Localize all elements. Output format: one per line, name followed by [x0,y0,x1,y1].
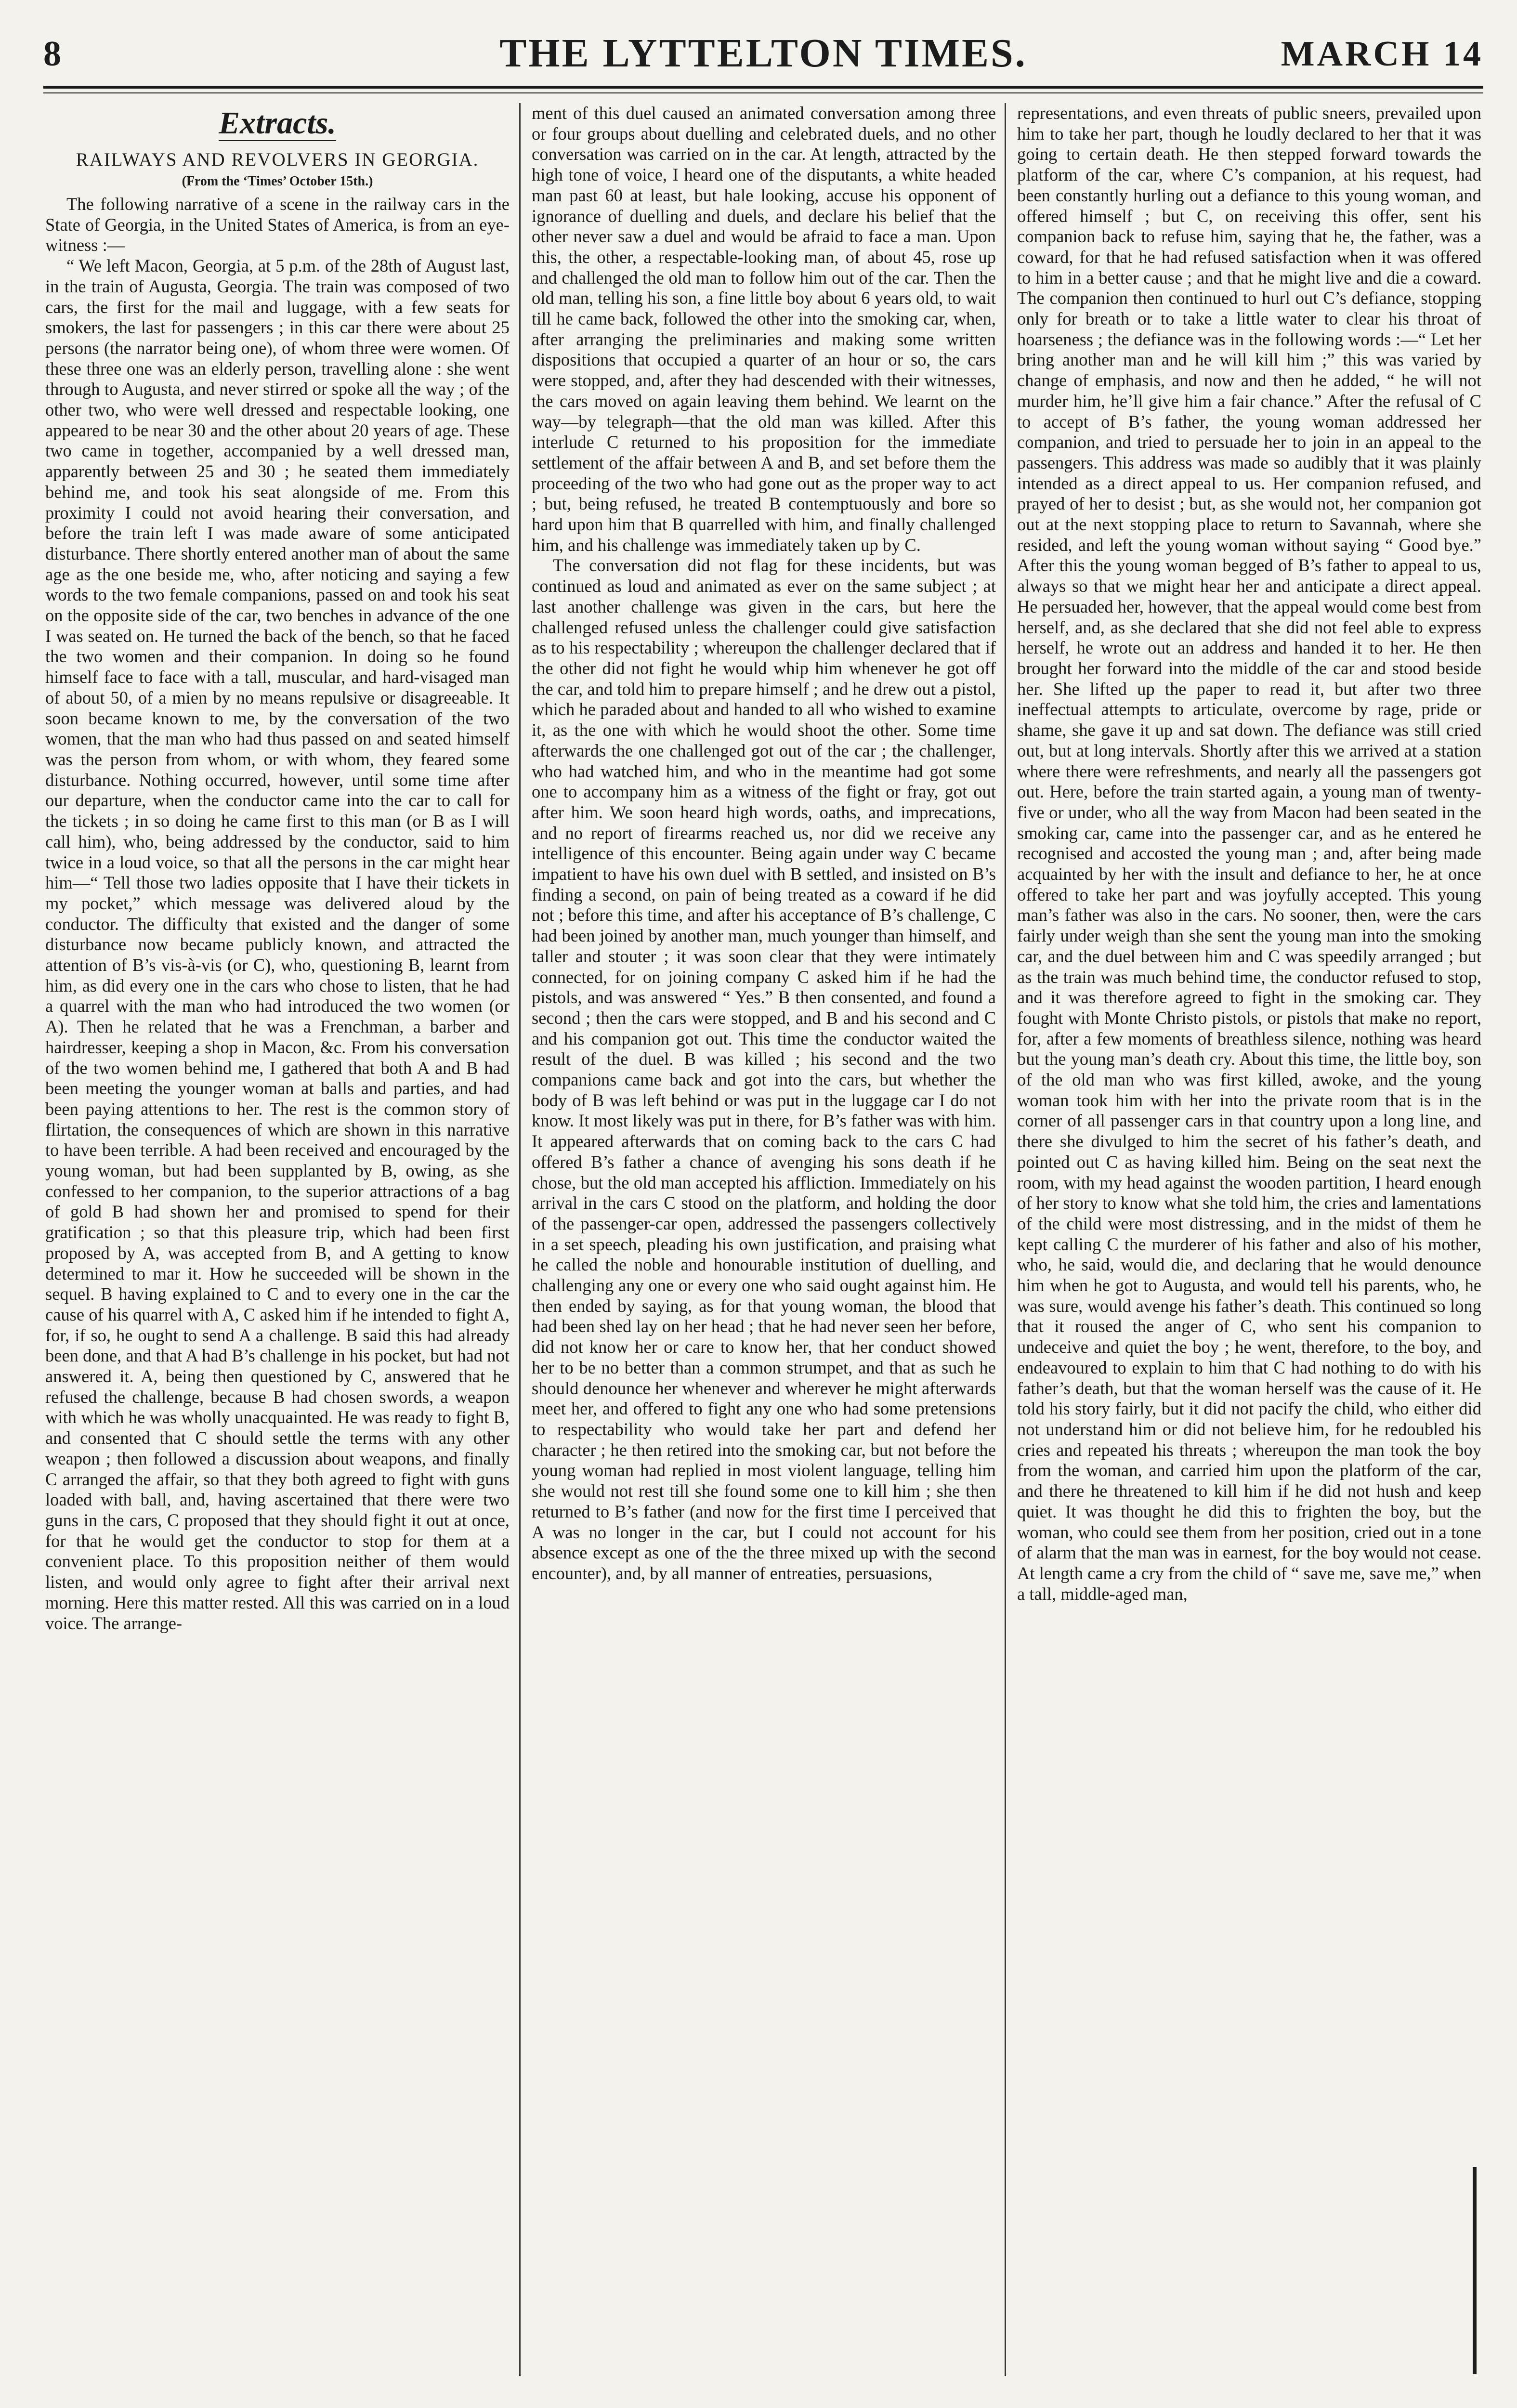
article-paragraph: The conversation did not flag for these incidents, but was continued as loud and animated as ever on the same subject ; at last another challenge was given in the cars, but here the challenged refused unless the challenger could give satisfaction as to his respectability ; whereupon the challenger declared that if the other did not fight he would whip him whenever he got off the car, and told him to prepare himself ; and he drew out a pistol, which he paraded about and handed to all who wished to examine it, as the one with which he would shoot the other. Some time afterwards the one challenged got out of the car ; the challenger, who had watched him, and who in the meantime had got some one to accompany him as a witness of the fight or fray, got out after him. We soon heard high words, oaths, and imprecations, and no report of firearms reached us, nor did we receive any intelligence of this encounter. Being again under way C became impatient to have his own duel with B settled, and insisted on B’s finding a second, on pain of being treated as a coward if he did not ; before this time, and after his acceptance of B’s challenge, C had been joined by another man, much younger than himself, and taller and stouter ; it was soon clear that they were intimately connected, for on joining company C asked him if he had the pistols, and was answered “ Yes.” B then consented, and found a second ; then the cars were stopped, and B and his second and C and his companion got out. This time the conductor waited the result of the duel. B was killed ; his second and the two companions came back and got into the cars, but whether the body of B was left behind or was put in the luggage car I do not know. It most likely was put in there, for B’s father was with him. It appeared afterwards that on coming back to the cars C had offered B’s father a chance of avenging his sons death if he chose, but the old man accepted his affliction. Immediately on his arrival in the cars C stood on the platform, and holding the door of the passenger-car open, addressed the passengers collectively in a set speech, pleading his own justification, and praising what he called the noble and honourable institution of duelling, and challenging any one or every one who said ought against him. He then ended by saying, as for that young woman, the blood that had been shed lay on her head ; that he had never seen her before, did not know her or care to know her, that her conduct showed her to be no better than a common strumpet, and that as such he should denounce her whenever and wherever he might afterwards meet her, and offered to fight any one who had some pretensions to respectability who would take her part and defend her character ; he then retired into the smoking car, but not before the young woman had replied in most violent language, telling him she would not rest till she found some one to kill him ; she then returned to B’s father (and now for the first time I perceived that A was no longer in the car, but I could not account for his absence except as one of the the three mixed up with the second encounter), and, by all manner of entreaties, persuasions, [532,555,996,1583]
section-title: Extracts. [219,105,336,141]
masthead-rule-thin [43,92,1483,93]
page-number: 8 [43,34,61,74]
article-paragraph: The following narrative of a scene in the railway cars in the State of Georgia, in the United States of America, is from an eye-witness :— [45,194,510,255]
column-2 [530,103,998,2393]
column-divider [1005,103,1006,2376]
article-paragraph: ment of this duel caused an animated conversation among three or four groups about duelling and celebrated duels, and no other conversation was carried on in the car. At length, attracted by the high tone of voice, I heard one of the disputants, a white headed man past 60 at least, but hale looking, accuse his opponent of ignorance of duelling and duels, and declare his belief that the other never saw a duel and would be afraid to face a man. Upon this, the other, a respectable-looking man, of about 45, rose up and challenged the old man to follow him out of the car. Then the old man, telling his son, a fine little boy about 6 years old, to wait till he came back, followed the other into the smoking car, when, after arranging the preliminaries and making some written dispositions that occupied a quarter of an hour or so, the cars were stopped, and, after they had descended with their witnesses, the cars moved on again leaving them behind. We learnt on the way—by telegraph—that the old man was killed. After this interlude C returned to his proposition for the immediate settlement of the affair between A and B, and set before them the proceeding of the two who had gone out as the proper way to act ; but, being refused, he treated B contemptuously and bore so hard upon him that B quarrelled with him, and finally challenged him, and his challenge was immediately taken up by C. [532,103,996,555]
masthead-rule [43,86,1483,89]
column-divider [519,103,521,2376]
article-paragraph: representations, and even threats of public sneers, prevailed upon him to take her part, though he loudly declared to her that it was going to certain death. He then stepped forward towards the platform of the car, where C’s companion, at his request, had been constantly hurling out a defiance to this young woman, and offered himself ; but C, on receiving this offer, sent his companion back to refuse him, saying that he, the father, was a coward, for that he had refused satisfaction when it was offered to him in a better cause ; and that he might live and die a coward. The companion then continued to hurl out C’s defiance, stopping only for breath or to take a little water to clear his throat of hoarseness ; the defiance was in the following words :—“ Let her bring another man and he will kill him ;” this was varied by change of emphasis, and now and then he added, “ he will not murder him, he’ll give him a fair chance.” After the refusal of C to accept of B’s father, the young woman addressed her companion, and tried to persuade her to join in an appeal to the passengers. This address was made so audibly that it was plainly intended as a direct appeal to us. Her companion refused, and prayed of her to desist ; but, as she would not, her companion got out at the next stopping place to return to Savannah, where she resided, and left the young woman without saying “ Good bye.” After this the young woman begged of B’s father to appeal to us, always so that we might hear her and anticipate a direct appeal. He persuaded her, however, that the appeal would come best from herself, and, as she declared that she did not feel able to express herself, he wrote out an address and handed it to her. He then brought her forward into the middle of the car and stood beside her. She lifted up the paper to read it, but after two three ineffectual attempts to articulate, overcome by rage, pride or shame, she gave it up and sat down. The defiance was still cried out, but at long intervals. Shortly after this we arrived at a station where there were refreshments, and nearly all the passengers got out. Here, before the train started again, a young man of twenty-five or under, who all the way from Macon had been seated in the smoking car, came into the passenger car, and as he entered he recognised and accosted the young man ; and, after being made acquainted by her with the insult and defiance to her, he at once offered to take her part and was joyfully accepted. This young man’s father was also in the cars. No sooner, then, were the cars fairly under weigh than she sent the young man into the smoking car, and the duel between him and C was speedily arranged ; but as the train was much behind time, the conductor refused to stop, and it was therefore agreed to fight in the smoking car. They fought with Monte Christo pistols, or pistols that make no report, for, after a few moments of breathless silence, nothing was heard but the young man’s death cry. About this time, the little boy, son of the old man who was first killed, awoke, and the young woman took him with her into the private room that is in the corner of all passenger cars in that country upon a long line, and there she divulged to him the secret of his father’s death, and pointed out C as having killed him. Being on the seat next the room, with my head against the wooden partition, I heard enough of her story to know what she told him, the cries and lamentations of the child were most distressing, and in the midst of them he kept calling C the murderer of his father and also of his mother, who, he said, would die, and declaring that he would denounce him when he got to Augusta, and would tell his parents, who, he was sure, would avenge his father’s death. This continued so long that it roused the anger of C, who sent his companion to undeceive and quiet the boy ; he went, therefore, to the boy, and endeavoured to explain to him that C had nothing to do with his father’s death, but that the woman herself was the cause of it. He told his story fairly, but it did not pacify the child, who either did not understand him or did not believe him, for he redoubled his cries and repeated his threats ; whereupon the man took the boy from the woman, and carried him upon the platform of the car, and there he threatened to kill him if he did not hush and keep quiet. It was thought he did this to frighten the boy, but the woman, who could see them from her position, cried out in a tone of alarm that the man was in earnest, for the boy would not cease. At length came a cry from the child of “ save me, save me,” when a tall, middle-aged man, [1017,103,1482,1604]
newspaper-title: THE LYTTELTON TIMES. [499,31,1027,76]
column-3 [1015,103,1483,2393]
article-headline: RAILWAYS AND REVOLVERS IN GEORGIA. [76,149,479,170]
article-source: (From the ‘Times’ October 15th.) [182,174,373,189]
issue-date: MARCH 14 [1281,34,1483,74]
column-1 [43,103,511,2393]
article-paragraph: “ We left Macon, Georgia, at 5 p.m. of the 28th of August last, in the train of Augusta, Georgia. The train was composed of two cars, the first for the mail and luggage, with a few seats for smokers, the last for passengers ; in this car there were about 25 persons (the narrator being one), of whom three were women. Of these three one was an elderly person, travelling alone : she went through to Augusta, and never stirred or spoke all the way ; of the other two, who were well dressed and respectable looking, one appeared to be near 30 and the other about 20 years of age. These two came in together, accompanied by a well dressed man, apparently between 25 and 30 ; he seated them immediately behind me, and took his seat alongside of me. From this proximity I could not avoid hearing their conversation, and before the train left I was made aware of some anticipated disturbance. There shortly entered another man of about the same age as the one beside me, who, after noticing and saying a few words to the two female companions, passed on and took his seat on the opposite side of the car, two benches in advance of the one I was seated on. He turned the back of the bench, so that he faced the two women and their companion. In doing so he found himself face to face with a tall, muscular, and hard-visaged man of about 50, of a mien by no means repulsive or disagreeable. It soon became known to me, by the conversation of the two women, that the man who had thus passed on and seated himself was the person from whom, or with whom, they feared some disturbance. Nothing occurred, however, until some time after our departure, when the conductor came into the car to call for the tickets ; in so doing he came first to this man (or B as I will call him), who, being addressed by the conductor, said to him twice in a loud voice, so that all the persons in the car might hear him—“ Tell those two ladies opposite that I have their tickets in my pocket,” which message was delivered aloud by the conductor. The difficulty that existed and the danger of some disturbance now became publicly known, and attracted the attention of B’s vis-à-vis (or C), who, questioning B, learnt from him, as did every one in the cars who chose to listen, that he had a quarrel with the man who had introduced the two women (or A). Then he related that he was a Frenchman, a barber and hairdresser, keeping a shop in Macon, &c. From his conversation of the two women behind me, I gathered that both A and B had been meeting the younger woman at balls and parties, and had been paying attentions to her. The rest is the common story of flirtation, the consequences of which are shown in this narrative to have been terrible. A had been received and encouraged by the young woman, but had been supplanted by B, owing, as she confessed to her companion, to the superior attractions of a bag of gold B had shown her and promised to spend for their gratification ; so that this pleasure trip, which had been first proposed by A, was accepted from B, and A getting to know determined to mar it. How he succeeded will be shown in the sequel. B having explained to C and to every one in the car the cause of his quarrel with A, C asked him if he intended to fight A, for, if so, he ought to send A a challenge. B said this had already been done, and that A had B’s challenge in his pocket, but had not answered it. A, being then questioned by C, answered that he refused the challenge, because B had chosen swords, a weapon with which he was wholly unacquainted. He was ready to fight B, and consented that C should settle the terms with any other weapon ; then followed a discussion about weapons, and finally C arranged the affair, so that they both agreed to fight with guns loaded with ball, and, having ascertained that there were two guns in the cars, C proposed that they should fight it out at once, for that he would get the conductor to stop for them at a convenient place. To this proposition neither of them would listen, and would only agree to fight after their arrival next morning. Here this matter rested. All this was carried on in a loud voice. The arrange- [45,256,510,1633]
masthead [43,30,1483,83]
